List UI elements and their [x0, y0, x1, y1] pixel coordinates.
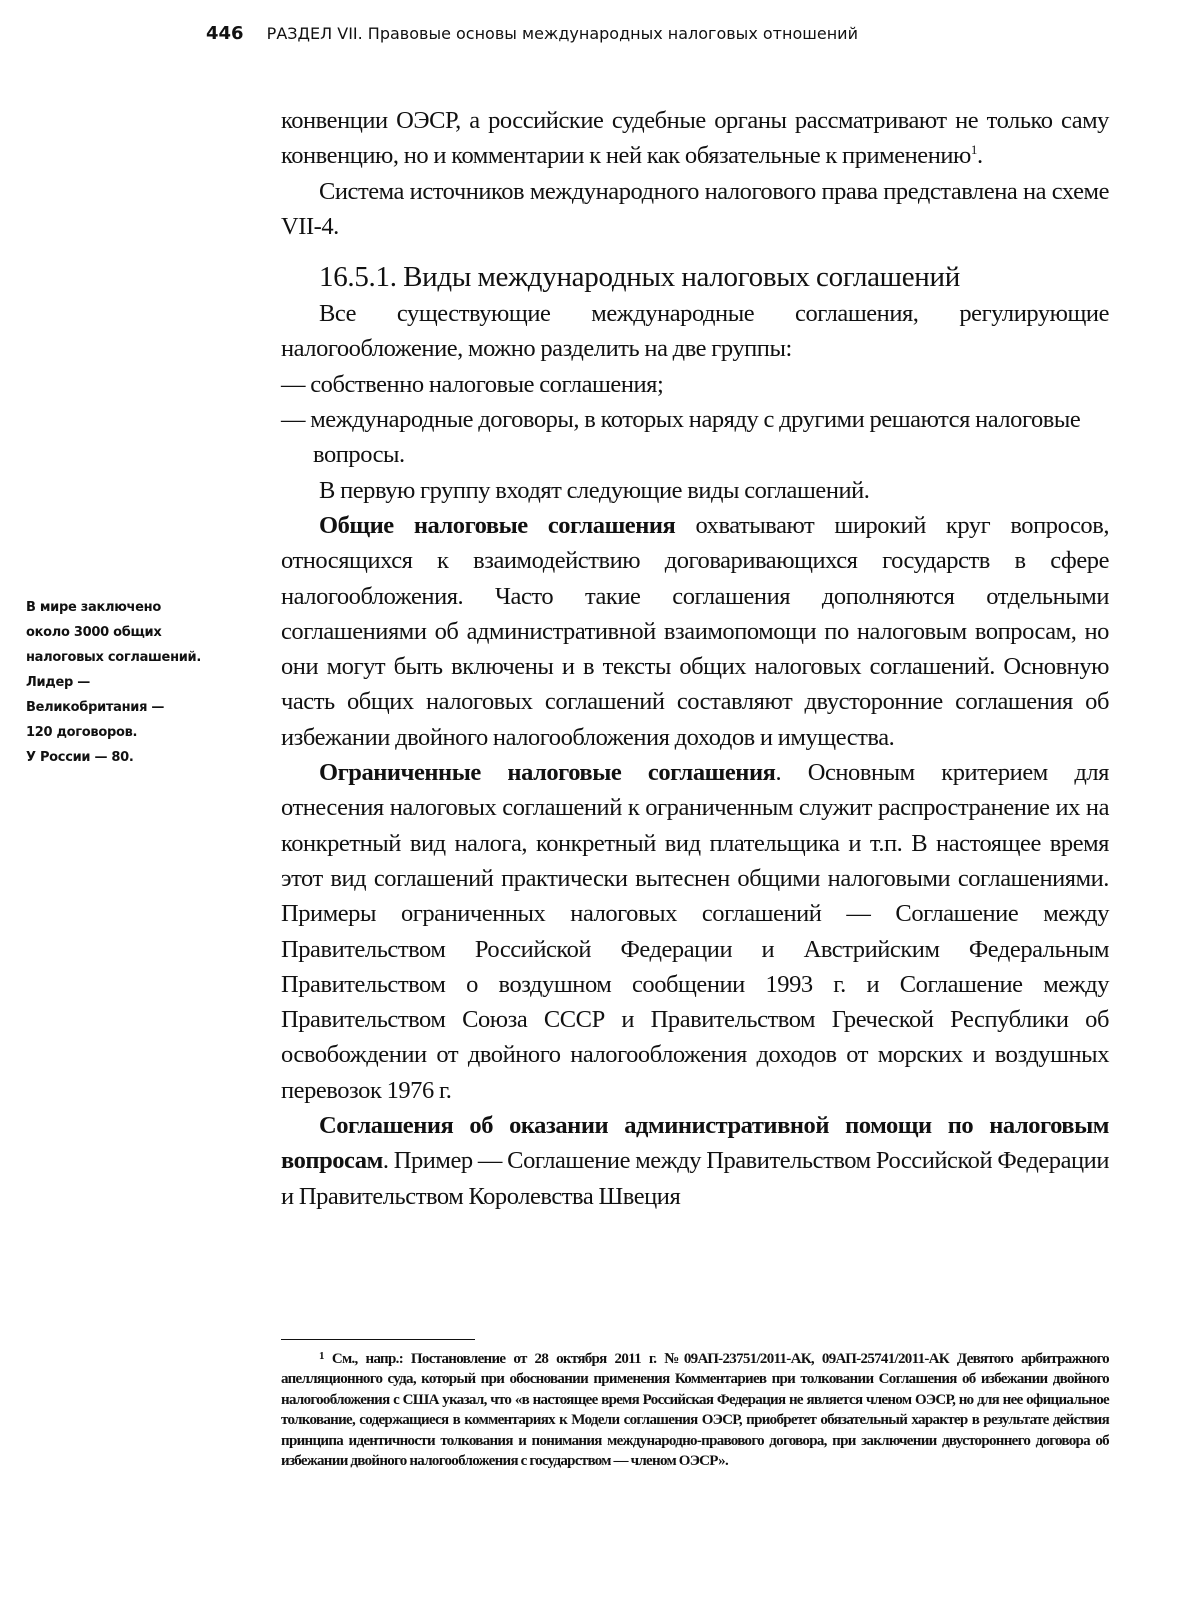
list-item: — международные договоры, в которых наряду с другими решаются налоговые вопросы. [281, 406, 1081, 469]
running-head: РАЗДЕЛ VII. Правовые основы международных налоговых отношений [266, 24, 858, 43]
page-header [206, 18, 966, 50]
footnote [281, 1346, 1109, 1471]
term-general-agreements: Общие налоговые соглашения [319, 511, 676, 539]
margin-note-line: налоговых соглашений. [26, 650, 202, 665]
margin-note [26, 595, 256, 770]
paragraph-intro: Все существующие международные соглашения, регулирующие налогообложение, можно разделить на две группы: [281, 300, 1109, 363]
paragraph-text: . Основным критерием для отнесения налоговых соглашений к ограниченным служит распространение их на конкретный вид налога, конкретный вид плательщика и т.п. В настоящее время этот вид соглашений практически вытеснен общими налоговыми соглашениями. Примеры ограниченных налоговых соглашений — Соглашение между Правительством Российской Федерации и Австрийским Федеральным Правительством о воздушном сообщении 1993 г. и Соглашение между Правительством Союза СССР и Правительством Греческой Республики об освобождении от двойного налогообложения доходов от морских и воздушных перевозок 1976 г. [281, 759, 1109, 1104]
paragraph-administrative-assistance [281, 1108, 1109, 1214]
paragraph-first-group: В первую группу входят следующие виды соглашений. [319, 476, 870, 504]
margin-note-line: около 3000 общих [26, 625, 162, 640]
margin-note-line: Лидер — [26, 675, 90, 690]
margin-note-line: У России — 80. [26, 750, 134, 765]
paragraph-end: . [976, 142, 983, 170]
margin-note-line: 120 договоров. [26, 725, 138, 740]
main-text [281, 103, 1109, 1214]
margin-note-line: В мире заключено [26, 600, 161, 615]
paragraph-limited-agreements [281, 755, 1109, 1108]
paragraph-text: . Пример — Соглашение между Правительством Российской Федерации и Правительством Королевства Швеция [281, 1147, 1109, 1210]
list-item: — собственно налоговые соглашения; [281, 370, 664, 398]
term-limited-agreements: Ограниченные налоговые соглашения [319, 759, 776, 787]
page-number: 446 [206, 23, 244, 44]
paragraph-text: конвенции ОЭСР, а российские судебные органы рассматривают не только саму конвенцию, но и комментарии к ней как обязательные к применению [281, 107, 1109, 170]
footnote-mark: 1 [319, 1350, 324, 1362]
footnote-reference: 1 [970, 142, 977, 158]
section-heading: 16.5.1. Виды международных налоговых соглашений [319, 261, 960, 294]
footnote-text: См., напр.: Постановление от 28 октября 2011 г. №09АП-23751/2011-АК, 09АП-25741/2011-АК Девятого арбитражного апелляционного суда, который при обосновании применения Комментариев при толковании Соглашения об избежании двойного налогообложения с США указал, что «в настоящее время Российская Федерация не является членом ОЭСР, но для нее официальное толкование, содержащиеся в комментариях к Модели соглашения ОЭСР, приобретет обязательный характер в результате действия принципа идентичности толкования и понимания международно-правового договора, при заключении двустороннего договора об избежании двойного налогообложения с государством — членом ОЭСР». [281, 1351, 1109, 1470]
paragraph-text: охватывают широкий круг вопросов, относящихся к взаимодействию договаривающихся государств в сфере налогообложения. Часто такие соглашения дополняются отдельными соглашениями об административной взаимопомощи по налоговым вопросам, но они могут быть включены и в тексты общих налоговых соглашений. Основную часть общих налоговых соглашений составляют двусторонние соглашения об избежании двойного налогообложения доходов и имущества. [281, 511, 1109, 751]
term-administrative-assistance: Соглашения об оказании административной помощи по налоговым вопросам [281, 1112, 1109, 1175]
paragraph-general-agreements [281, 508, 1109, 755]
footnote-divider [281, 1339, 475, 1340]
paragraph-sources: Система источников международного налогового права представлена на схеме VII-4. [281, 177, 1109, 240]
margin-note-line: Великобритания — [26, 700, 165, 715]
paragraph-continuation [281, 103, 1109, 174]
